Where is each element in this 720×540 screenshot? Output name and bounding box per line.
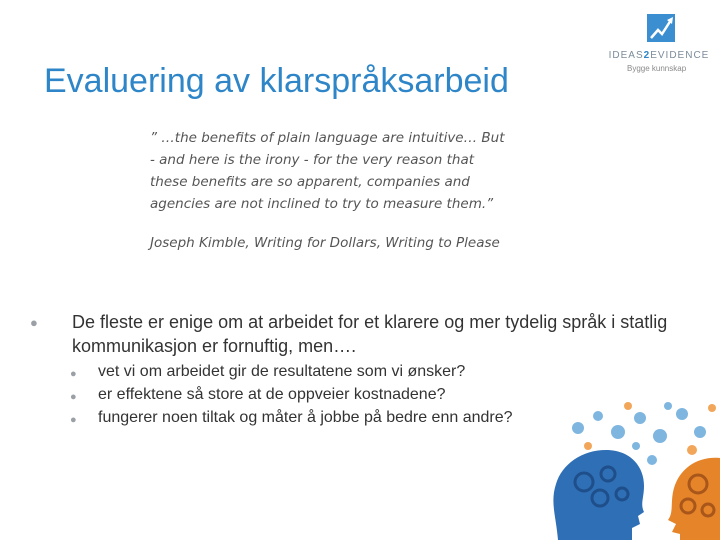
sub-bullet-text: vet vi om arbeidet gir de resultatene som vi ønsker? (98, 363, 466, 380)
sub-bullet-item (70, 408, 590, 431)
logo-word-1: IDEAS (608, 50, 644, 61)
quote-attribution: Joseph Kimble, Writing for Dollars, Writing to Please (150, 235, 500, 251)
quote-line: these benefits are so apparent, companies and (150, 174, 470, 190)
logo-word-2: 2 (643, 50, 651, 61)
sub-bullet-text: er effektene så store at de oppveier kostnadene? (98, 386, 446, 403)
sub-bullet-list (70, 362, 590, 431)
sub-bullet-item (70, 362, 590, 385)
bullet-dot-icon: ● (70, 391, 77, 403)
quote-line: agencies are not inclined to try to measure them.” (150, 196, 494, 212)
slide-title: Evaluering av klarspråksarbeid (44, 62, 509, 100)
quote-line: - and here is the irony - for the very reason that (150, 152, 475, 168)
bullet-dot-icon: ● (70, 368, 77, 380)
main-bullet-text: De fleste er enige om at arbeidet for et klarere og mer tydelig språk i statlig kommunikasjon er fornuftig, men…. (72, 312, 668, 356)
sub-bullet-item (70, 385, 590, 408)
quote-block (150, 127, 570, 215)
bullet-dot-icon: ● (70, 414, 77, 426)
logo-word-3: EVIDENCE (650, 50, 710, 61)
quote-line: ” …the benefits of plain language are intuitive… But (150, 130, 505, 146)
logo-wordmark (603, 50, 715, 61)
logo-tagline: Bygge kunnskap (627, 64, 687, 73)
ideas2evidence-logo (603, 8, 715, 80)
bullet-dot-icon: ● (30, 315, 38, 330)
sub-bullet-text: fungerer noen tiltak og måter å jobbe på bedre enn andre? (98, 409, 513, 426)
brain-gears-icon (548, 398, 720, 540)
chart-arrow-icon (603, 8, 715, 50)
